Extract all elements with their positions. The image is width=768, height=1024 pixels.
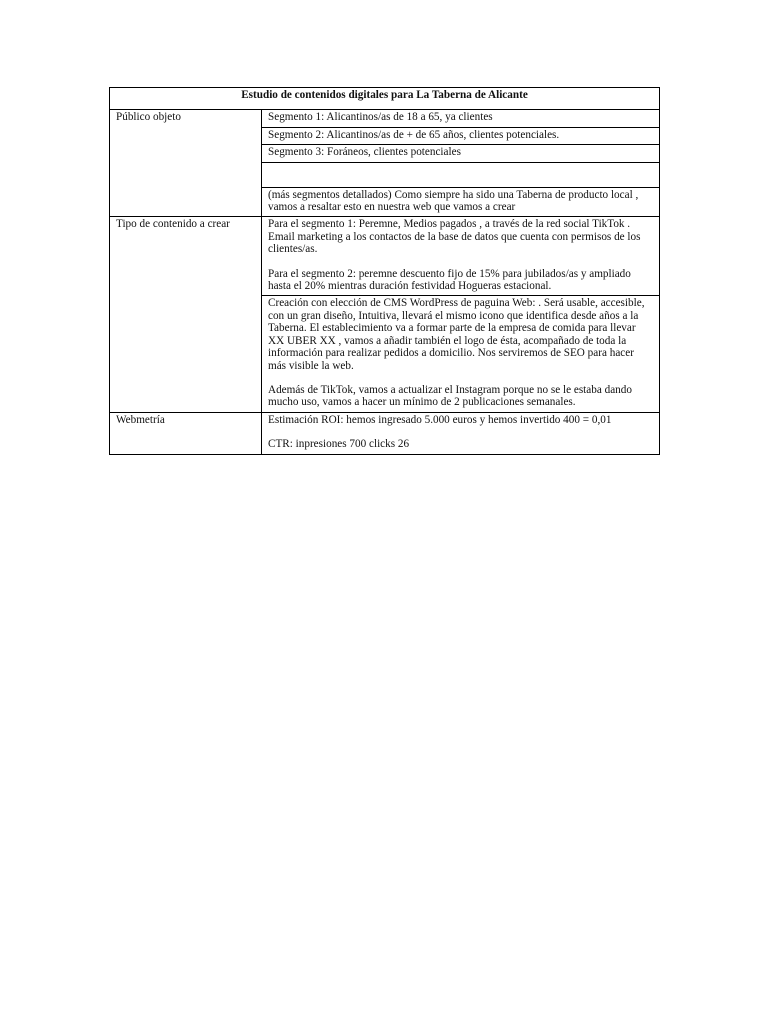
segment-row-1: [110, 110, 660, 127]
segment-2-cell: Segmento 2: Alicantinos/as de + de 65 años, clientes potenciales.: [262, 127, 660, 144]
tipo-cell-2: [262, 296, 660, 412]
tipo-cell-1-paragraph-2: Para el segmento 2: peremne descuento fijo de 15% para jubilados/as y ampliado hasta el 20% mientras duración festividad Hogueras estacional.: [268, 267, 631, 293]
content-study-table: [109, 87, 660, 455]
webmetria-label: Webmetría: [110, 412, 262, 454]
webmetria-row: [110, 412, 660, 454]
tipo-row-1: [110, 217, 660, 296]
webmetria-roi: Estimación ROI: hemos ingresado 5.000 euros y hemos invertido 400 = 0,01: [268, 413, 612, 426]
tipo-cell-2-paragraph-1: Creación con elección de CMS WordPress de paguina Web: . Será usable, accesible, con un gran diseño, Intuitiva, llevará el mismo icono que identifica desde años a la Taberna. El establecimiento va a formar parte de la empresa de comida para llevar XX UBER XX , vamos a añadir también el logo de ésta, acompañado de toda la información para realizar pedidos a domicilio. Nos serviremos de SEO para hacer más visible la web.: [268, 297, 645, 372]
tipo-contenido-label: Tipo de contenido a crear: [110, 217, 262, 412]
title-row: [110, 88, 660, 110]
segment-1-cell: Segmento 1: Alicantinos/as de 18 a 65, ya clientes: [262, 110, 660, 127]
webmetria-ctr: CTR: inpresiones 700 clicks 26: [268, 438, 410, 451]
tipo-cell-2-paragraph-2: Además de TikTok, vamos a actualizar el Instagram porque no se le estaba dando mucho uso, vamos a hacer un mínimo de 2 publicaciones semanales.: [268, 383, 632, 409]
webmetria-cell: [262, 412, 660, 454]
tipo-cell-1-paragraph-1: Para el segmento 1: Peremne, Medios pagados , a través de la red social TikTok . Email marketing a los contactos de la base de datos que cuenta con permisos de los clientes/as.: [268, 218, 641, 256]
publico-objeto-label: Público objeto: [110, 110, 262, 217]
table-title: Estudio de contenidos digitales para La Taberna de Alicante: [110, 88, 660, 110]
segment-blank-cell: [262, 162, 660, 187]
segment-3-cell: Segmento 3: Foráneos, clientes potenciales: [262, 145, 660, 162]
tipo-cell-1: [262, 217, 660, 296]
segment-detail-cell: (más segmentos detallados) Como siempre ha sido una Taberna de producto local , vamos a resaltar esto en nuestra web que vamos a crear: [262, 187, 660, 217]
